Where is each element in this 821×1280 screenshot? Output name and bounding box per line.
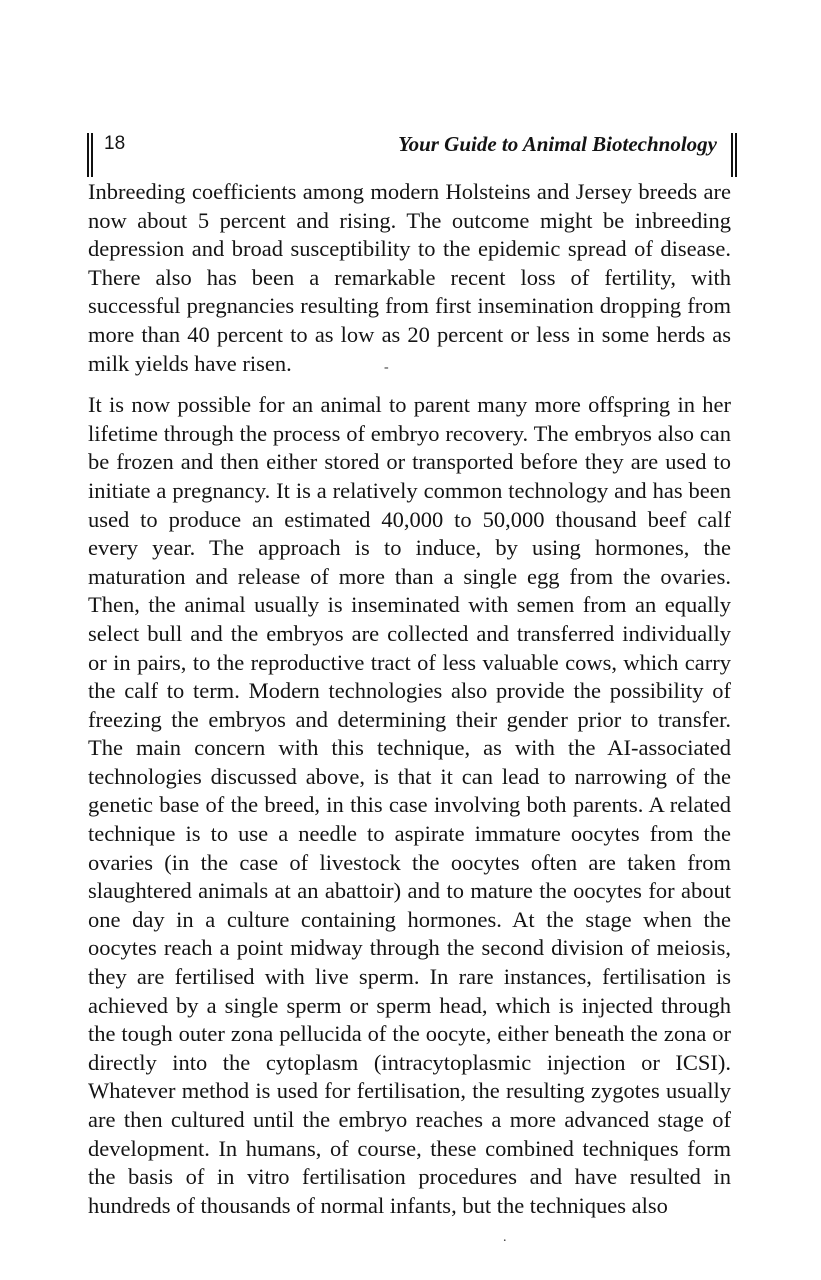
running-title: Your Guide to Animal Biotechnology	[398, 132, 717, 156]
page-number: 18	[104, 133, 126, 154]
paragraph-1: Inbreeding coefficients among modern Holsteins and Jersey breeds are now about 5 percent and rising. The outcome might be inbreeding depression and broad susceptibility to the epidemic spread of disease. There also has been a remarkable recent loss of fertility, with successful pregnancies resulting from first insemination dropping from more than 40 percent to as low as 20 percent or less in some herds as milk yields have risen.	[88, 179, 731, 376]
stray-mark: -	[384, 360, 389, 375]
stray-dot: .	[503, 1230, 507, 1245]
body-text	[88, 178, 731, 1220]
paragraph-2: It is now possible for an animal to parent many more offspring in her lifetime through the process of embryo recovery. The embryos also can be frozen and then either stored or transported before they are used to initiate a pregnancy. It is a relatively common technology and has been used to produce an estimated 40,000 to 50,000 thousand beef calf every year. The approach is to induce, by using hormones, the maturation and release of more than a single egg from the ovaries. Then, the animal usually is inseminated with semen from an equally select bull and the embryos are collected and transferred individually or in pairs, to the reproductive tract of less valuable cows, which carry the calf to term. Modern technologies also provide the possibility of freezing the embryos and determining their gender prior to transfer. The main concern with this technique, as with the AI-associated technologies discussed above, is that it can lead to narrowing of the genetic base of the breed, in this case involving both parents. A related technique is to use a needle to aspirate immature oocytes from the ovaries (in the case of livestock the oocytes often are taken from slaughtered animals at an abattoir) and to mature the oocytes for about one day in a culture containing hormones. At the stage when the oocytes reach a point midway through the second division of meiosis, they are fertilised with live sperm. In rare instances, fertilisation is achieved by a single sperm or sperm head, which is injected through the tough outer zona pellucida of the oocyte, either beneath the zona or directly into the cytoplasm (intracytoplasmic injection or ICSI). Whatever method is used for fertilisation, the resulting zygotes usually are then cultured until the embryo reaches a more advanced stage of development. In humans, of course, these combined techniques form the basis of in vitro fertilisation procedures and have resulted in hundreds of thousands of normal infants, but the techniques also	[88, 392, 731, 1218]
header-left-double-rule	[87, 133, 93, 177]
header-right-double-rule	[731, 133, 737, 177]
running-header	[87, 131, 737, 181]
